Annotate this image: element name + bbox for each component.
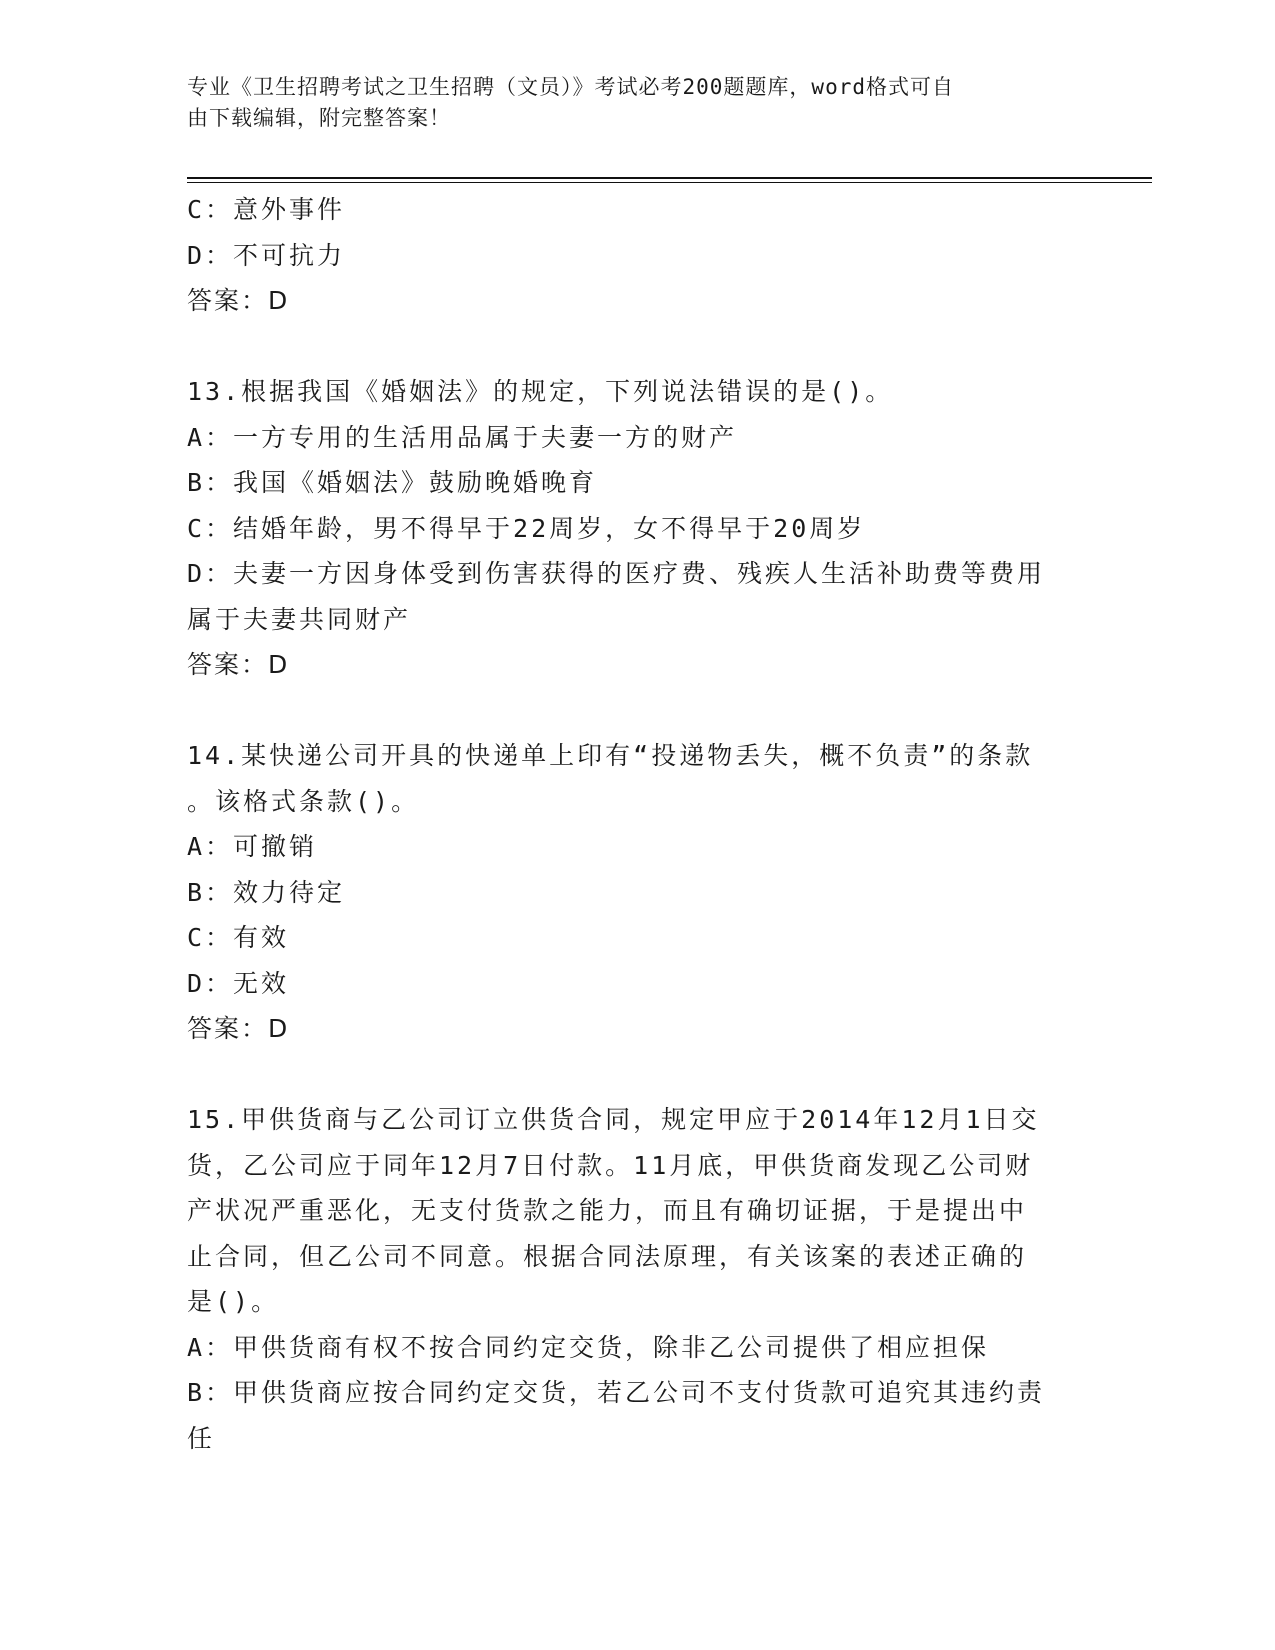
header-line-2: 由下载编辑，附完整答案！ xyxy=(187,106,451,130)
option-a: A：一方专用的生活用品属于夫妻一方的财产 xyxy=(187,422,738,452)
option-d: D：无效 xyxy=(187,968,290,998)
option-d: D：夫妻一方因身体受到伤害获得的医疗费、残疾人生活补助费等费用 xyxy=(187,559,1046,588)
question-stem-continued: 止合同，但乙公司不同意。根据合同法原理，有关该案的表述正确的 xyxy=(187,1241,1028,1271)
option-d-continued: 属于夫妻共同财产 xyxy=(187,604,412,634)
option-c: C：结婚年龄，男不得早于22周岁，女不得早于20周岁 xyxy=(187,513,866,543)
question-14 xyxy=(187,733,1087,1052)
question-stem: 13.根据我国《婚姻法》的规定，下列说法错误的是()。 xyxy=(187,377,894,406)
question-stem-continued: 是()。 xyxy=(187,1287,280,1316)
document-header xyxy=(187,72,1067,134)
question-stem-continued: 。该格式条款()。 xyxy=(187,786,420,816)
option-c: C：有效 xyxy=(187,923,290,952)
question-list xyxy=(187,187,1087,1461)
answer-line: 答案：D xyxy=(187,650,290,679)
question-stem-continued: 产状况严重恶化，无支付货款之能力，而且有确切证据，于是提出中 xyxy=(187,1196,1028,1225)
option-d: D：不可抗力 xyxy=(187,240,346,270)
option-a: A：甲供货商有权不按合同约定交货，除非乙公司提供了相应担保 xyxy=(187,1332,990,1362)
answer-line: 答案：D xyxy=(187,286,290,315)
header-line-1: 专业《卫生招聘考试之卫生招聘（文员）》考试必考200题题库，word格式可自 xyxy=(187,75,954,99)
header-rule-thin xyxy=(187,182,1152,183)
option-a: A：可撤销 xyxy=(187,832,318,861)
question-13 xyxy=(187,369,1087,688)
question-stem: 14.某快递公司开具的快递单上印有“投递物丢失，概不负责”的条款 xyxy=(187,741,1034,770)
spacer xyxy=(187,688,1087,734)
option-b-continued: 任 xyxy=(187,1423,216,1453)
option-c: C：意外事件 xyxy=(187,195,346,224)
question-15 xyxy=(187,1097,1087,1461)
question-12-tail xyxy=(187,187,1087,324)
option-b: B：甲供货商应按合同约定交货，若乙公司不支付货款可追究其违约责 xyxy=(187,1378,1046,1407)
header-rule-thick xyxy=(187,177,1152,179)
spacer xyxy=(187,324,1087,370)
spacer xyxy=(187,1052,1087,1098)
answer-line: 答案：D xyxy=(187,1014,290,1043)
option-b: B：我国《婚姻法》鼓励晚婚晚育 xyxy=(187,468,598,497)
question-stem: 15.甲供货商与乙公司订立供货合同，规定甲应于2014年12月1日交 xyxy=(187,1105,1040,1134)
question-stem-continued: 货，乙公司应于同年12月7日付款。11月底，甲供货商发现乙公司财 xyxy=(187,1150,1034,1180)
option-b: B：效力待定 xyxy=(187,877,346,907)
